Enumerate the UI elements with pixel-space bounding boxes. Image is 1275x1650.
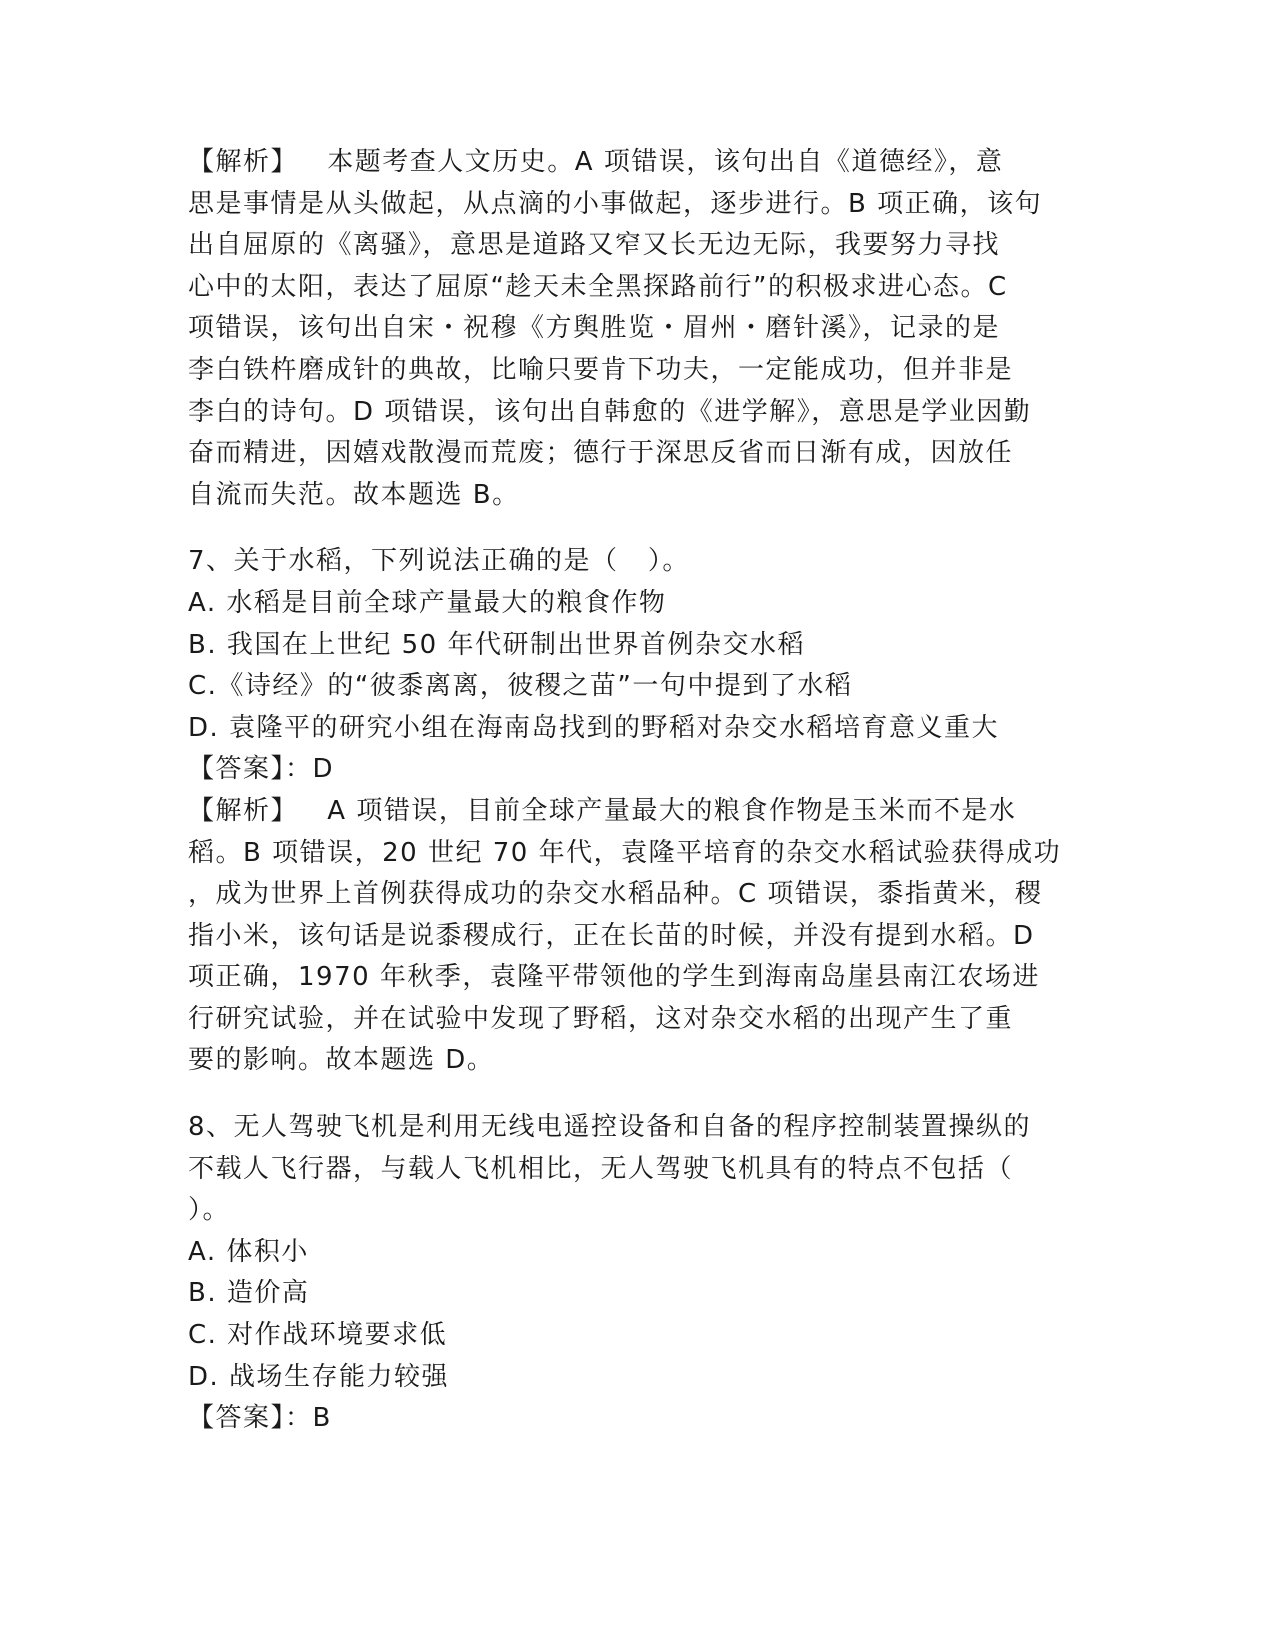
option-d: D. 袁隆平的研究小组在海南岛找到的野稻对杂交水稻培育意义重大	[188, 712, 1000, 743]
analysis-line: 【解析】 A 项错误，目前全球产量最大的粮食作物是玉米而不是水	[188, 795, 1017, 826]
analysis-line: 项正确，1970 年秋季，袁隆平带领他的学生到海南岛崖县南江农场进	[188, 962, 1040, 993]
document-content	[188, 142, 1068, 1440]
paragraph-gap	[188, 516, 1068, 541]
text-line: 奋而精进，因嬉戏散漫而荒废；德行于深思反省而日渐有成，因放任	[188, 438, 1014, 469]
analysis-line: 稻。B 项错误，20 世纪 70 年代，袁隆平培育的杂交水稻试验获得成功	[188, 837, 1062, 868]
option-c: C.《诗经》的“彼黍离离，彼稷之苗”一句中提到了水稻	[188, 671, 853, 702]
answer-line: 【答案】：D	[188, 754, 335, 785]
analysis-line: 行研究试验，并在试验中发现了野稻，这对杂交水稻的出现产生了重	[188, 1003, 1014, 1034]
text-line: 思是事情是从头做起，从点滴的小事做起，逐步进行。B 项正确，该句	[188, 188, 1043, 219]
text-line: 项错误，该句出自宋・祝穆《方舆胜览・眉州・磨针溪》，记录的是	[188, 313, 1001, 344]
option-a: A. 体积小	[188, 1236, 309, 1267]
question-7-block	[188, 541, 1068, 1082]
analysis-line: 指小米，该句话是说黍稷成行，正在长苗的时候，并没有提到水稻。D	[188, 920, 1035, 951]
option-c: C. 对作战环境要求低	[188, 1320, 448, 1351]
text-line: 【解析】 本题考查人文历史。A 项错误，该句出自《道德经》，意	[188, 147, 1004, 177]
option-d: D. 战场生存能力较强	[188, 1361, 450, 1392]
paragraph-gap	[188, 1082, 1068, 1107]
question-stem: 不载人飞行器，与载人飞机相比，无人驾驶飞机具有的特点不包括（	[188, 1153, 1014, 1184]
question-stem: ）。	[188, 1195, 231, 1226]
analysis-block	[188, 142, 1068, 516]
text-line: 李白铁杵磨成针的典故，比喻只要肯下功夫，一定能成功，但并非是	[188, 354, 1014, 385]
question-stem: 7、关于水稻，下列说法正确的是（ ）。	[188, 546, 690, 577]
question-8-block	[188, 1107, 1068, 1440]
text-line: 自流而失范。故本题选 B。	[188, 479, 520, 510]
analysis-line: 要的影响。故本题选 D。	[188, 1045, 495, 1076]
text-line: 心中的太阳，表达了屈原“趁天未全黑探路前行”的积极求进心态。C	[188, 271, 1008, 302]
option-b: B. 造价高	[188, 1278, 310, 1309]
question-stem: 8、无人驾驶飞机是利用无线电遥控设备和自备的程序控制装置操纵的	[188, 1112, 1032, 1143]
analysis-line: ，成为世界上首例获得成功的杂交水稻品种。C 项错误，黍指黄米，稷	[188, 879, 1043, 910]
option-a: A. 水稻是目前全球产量最大的粮食作物	[188, 587, 667, 618]
text-line: 出自屈原的《离骚》，意思是道路又窄又长无边无际，我要努力寻找	[188, 230, 1001, 261]
option-b: B. 我国在上世纪 50 年代研制出世界首例杂交水稻	[188, 629, 805, 660]
answer-line: 【答案】：B	[188, 1403, 332, 1434]
text-line: 李白的诗句。D 项错误，该句出自韩愈的《进学解》，意思是学业因勤	[188, 396, 1032, 427]
